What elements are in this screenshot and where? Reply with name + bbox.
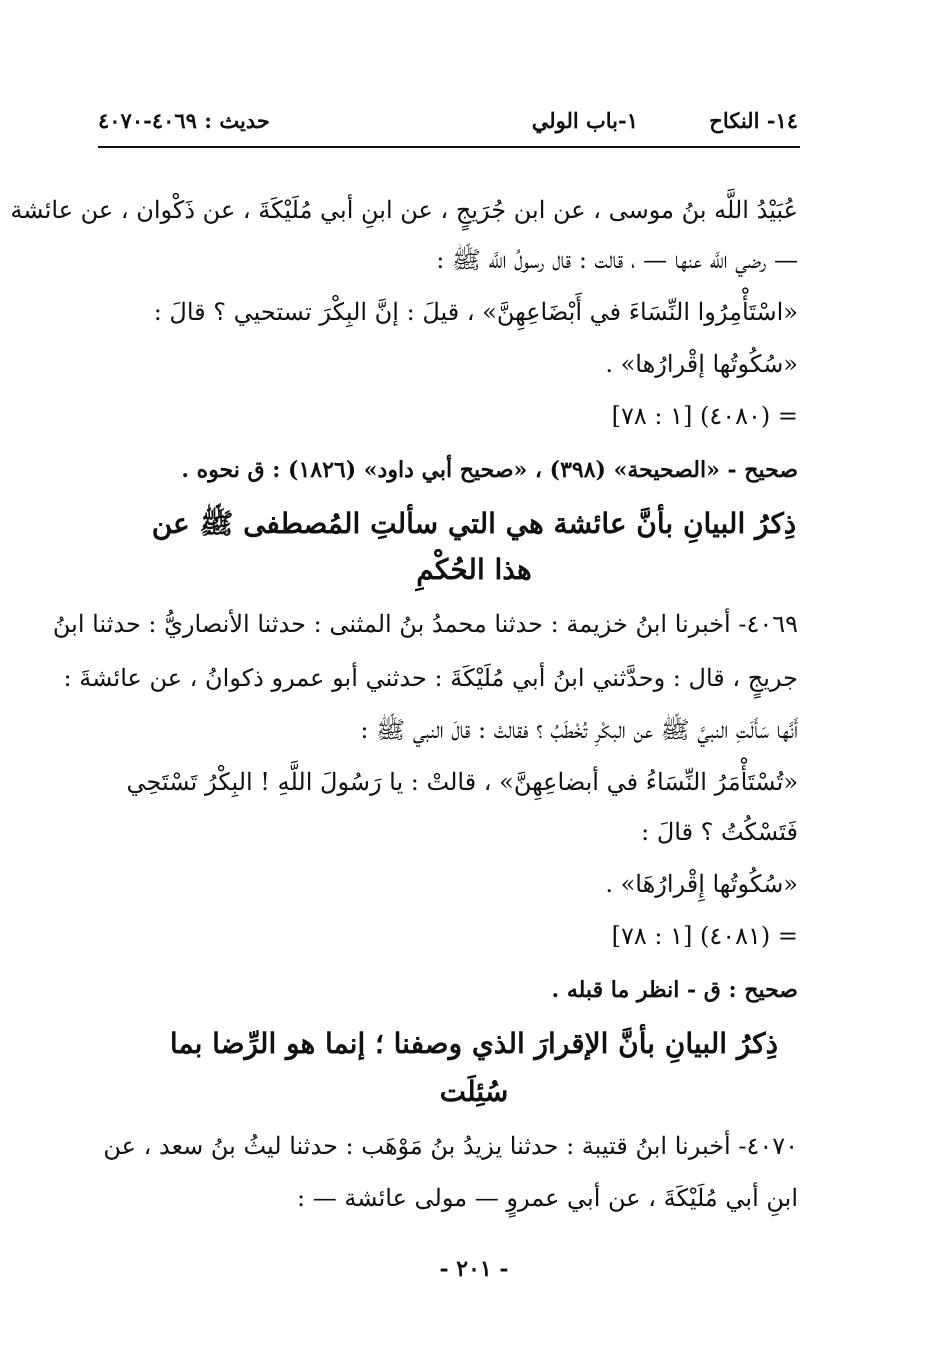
text-line: عُبَيْدُ اللَّه بنُ موسى ، عن ابن جُرَيجٍ ، عن ابنِ أبي مُلَيْكَةَ ، عن ذَكْوان ، عن عائشة <box>10 196 798 224</box>
running-header <box>98 108 798 142</box>
text-line: أَنَّها سَأَلَتِ النبيَّ ﷺ عن البكْرِ تُخْطَبُ ؟ فقالتْ : قالَ النبي ﷺ : <box>360 716 798 744</box>
hadith-range: حديث : ٤٠٦٩-٤٠٧٠ <box>98 108 270 133</box>
grading-line: صحيح : ق - انظر ما قبله . <box>551 977 798 1003</box>
text-line: — رضي اللَّه عنها — ، قالت : قال رسولُ اللَّه ﷺ : <box>436 246 798 274</box>
text-line: فَتَسْكُتُ ؟ قالَ : <box>641 818 798 846</box>
hadith-start: ٤٠٦٩- أخبرنا ابنُ خزيمة : حدثنا محمدُ بنُ المثنى : حدثنا الأنصاريُّ : حدثنا ابنُ <box>52 610 798 638</box>
header-rule <box>98 146 800 148</box>
chapter-heading: ذِكرُ البيانِ بأنَّ الإقرارَ الذي وصفنا ؛ إنما هو الرِّضا بما <box>169 1027 779 1060</box>
text-line: ابنِ أبي مُلَيْكَةَ ، عن أبي عمروٍ — مولى عائشة — : <box>296 1184 798 1212</box>
grading-line: صحيح - «الصحيحة» (٣٩٨) ، «صحيح أبي داود» (١٨٢٦) : ق نحوه . <box>181 457 798 483</box>
page-number: - ٢٠١ - <box>439 1256 509 1282</box>
hadith-start: ٤٠٧٠- أخبرنا ابنُ قتيبة : حدثنا يزيدُ بنُ مَوْهَب : حدثنا ليثُ بنُ سعد ، عن <box>103 1132 798 1160</box>
text-line: = (٤٠٨٠) [١ : ٧٨] <box>611 402 798 430</box>
text-line: «سُكُوتُها إقْرارُها» . <box>605 350 798 378</box>
text-line: جريجٍ ، قال : وحدَّثني ابنُ أبي مُلَيْكَةَ : حدثني أبو عمرو ذكوانُ ، عن عائشةَ : <box>63 664 798 692</box>
text-line: «سُكُوتُها إِقْرارُهَا» . <box>605 870 798 898</box>
section-title: ١-باب الولي <box>531 108 638 133</box>
chapter-title: ١٤- النكاح <box>709 108 798 133</box>
chapter-heading: هذا الحُكْمِ <box>416 553 532 586</box>
chapter-heading: ذِكرُ البيانِ بأنَّ عائشة هي التي سألتِ المُصطفى ﷺ عن <box>151 507 797 540</box>
text-line: «اسْتَأْمِرُوا النِّسَاءَ في أَبْضَاعِهِنَّ» ، قيلَ : إنَّ البِكْرَ تستحيي ؟ قالَ : <box>153 298 798 326</box>
text-line: «تُسْتَأْمَرُ النِّسَاءُ في أبضاعِهِنَّ» ، قالتْ : يا رَسُولَ اللَّهِ ! البِكْرُ تَسْتَحِي <box>126 768 798 796</box>
text-line: = (٤٠٨١) [١ : ٧٨] <box>611 922 798 950</box>
chapter-heading: سُئِلَت <box>439 1075 509 1108</box>
